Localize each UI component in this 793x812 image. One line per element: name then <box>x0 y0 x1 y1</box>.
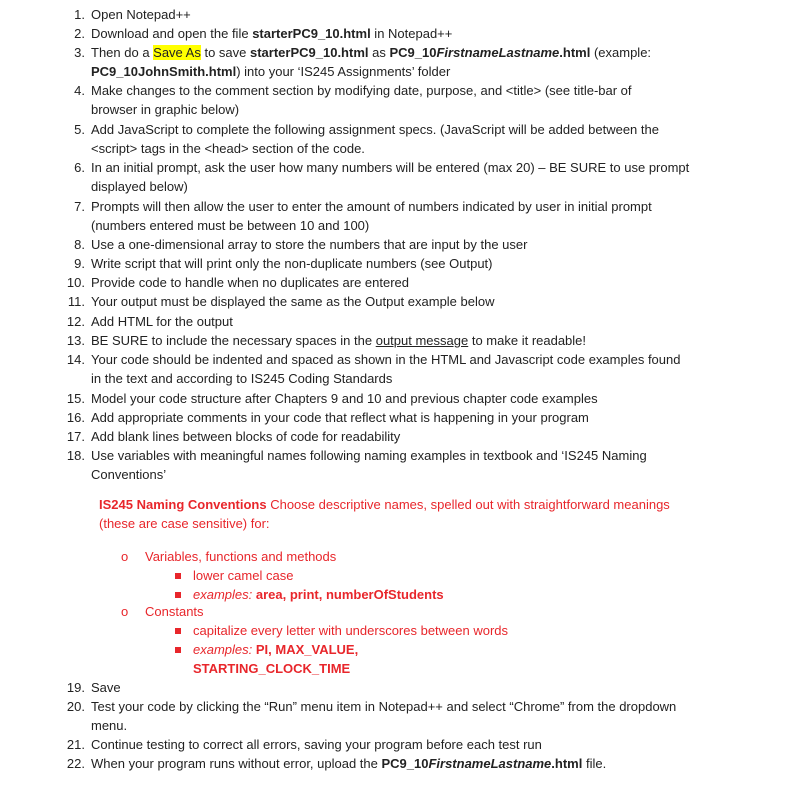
step-text: BE SURE to include the necessary spaces in the output message to make it readable! <box>91 333 587 348</box>
step-number: 15. <box>66 391 85 406</box>
step-number: 12. <box>66 314 85 329</box>
step-number: 5. <box>74 122 85 137</box>
step-number: 9. <box>74 256 85 271</box>
step-number: 21. <box>66 737 85 752</box>
step-text: Use variables with meaningful names following naming examples in textbook and ‘IS245 Naming Conventions’ <box>91 448 647 482</box>
step-number: 17. <box>66 429 85 444</box>
conventions-item-continuation: STARTING_CLOCK_TIME <box>193 661 351 676</box>
step-text: Test your code by clicking the “Run” menu item in Notepad++ and select “Chrome” from the dropdown menu. <box>91 699 677 733</box>
step-text: Your code should be indented and spaced as shown in the HTML and Javascript code examples found in the text and according to IS245 Coding Standards <box>91 352 681 386</box>
circle-bullet-icon: o <box>121 604 129 619</box>
step-number: 18. <box>66 448 85 463</box>
square-bullet-icon <box>175 647 181 653</box>
output-message-underline: output message <box>375 333 469 348</box>
step-text: Download and open the file starterPC9_10.html in Notepad++ <box>91 26 453 41</box>
step-number: 22. <box>66 756 85 771</box>
step-text: Prompts will then allow the user to enter the amount of numbers indicated by user in initial prompt (numbers entered must be between 10 and 100) <box>91 199 652 233</box>
step-text: Add HTML for the output <box>91 314 233 329</box>
step-number: 16. <box>66 410 85 425</box>
step-text: Save <box>91 680 121 695</box>
conventions-title: IS245 Naming Conventions <box>99 497 267 512</box>
step-text: Add JavaScript to complete the following assignment specs. (JavaScript will be added between the <script> tags in the <head> section of the code. <box>91 122 659 156</box>
step-text: Continue testing to correct all errors, saving your program before each test run <box>91 737 542 752</box>
step-text: Make changes to the comment section by modifying date, purpose, and <title> (see title-bar of browser in graphic below) <box>91 83 632 117</box>
step-text: Open Notepad++ <box>91 7 191 22</box>
step-text: Your output must be displayed the same as the Output example below <box>91 294 495 309</box>
step-text: Use a one-dimensional array to store the numbers that are input by the user <box>91 237 528 252</box>
step-number: 11. <box>67 294 85 309</box>
step-text: Add appropriate comments in your code that reflect what is happening in your program <box>91 410 589 425</box>
circle-bullet-icon: o <box>121 549 129 564</box>
step-number: 3. <box>74 45 85 60</box>
square-bullet-icon <box>175 592 181 598</box>
step-text: Write script that will print only the non-duplicate numbers (see Output) <box>91 256 493 271</box>
naming-conventions-intro: IS245 Naming Conventions Choose descriptive names, spelled out with straightforward meanings (these are case sensitive) for: <box>99 497 670 531</box>
step-text: Provide code to handle when no duplicates are entered <box>91 275 409 290</box>
step-text: When your program runs without error, upload the PC9_10FirstnameLastname.html file. <box>91 756 607 771</box>
save-as-highlight: Save As <box>153 45 201 60</box>
step-text: In an initial prompt, ask the user how many numbers will be entered (max 20) – BE SURE to use prompt displayed below) <box>91 160 690 194</box>
square-bullet-icon <box>175 573 181 579</box>
step-number: 1. <box>74 7 85 22</box>
step-text: Model your code structure after Chapters 9 and 10 and previous chapter code examples <box>91 391 598 406</box>
square-bullet-icon <box>175 628 181 634</box>
step-number: 8. <box>74 237 85 252</box>
step-number: 10. <box>66 275 85 290</box>
step-number: 19. <box>66 680 85 695</box>
step-number: 2. <box>74 26 85 41</box>
step-text: Add blank lines between blocks of code for readability <box>91 429 401 444</box>
step-number: 4. <box>74 83 85 98</box>
step-number: 13. <box>66 333 85 348</box>
step-number: 6. <box>74 160 85 175</box>
step-number: 14. <box>66 352 85 367</box>
step-number: 7. <box>74 199 85 214</box>
step-text: Then do a Save As to save starterPC9_10.html as PC9_10FirstnameLastname.html (example: PC9_10JohnSmith.html) into your ‘IS245 Assignments’ folder <box>91 45 652 79</box>
step-number: 20. <box>66 699 85 714</box>
